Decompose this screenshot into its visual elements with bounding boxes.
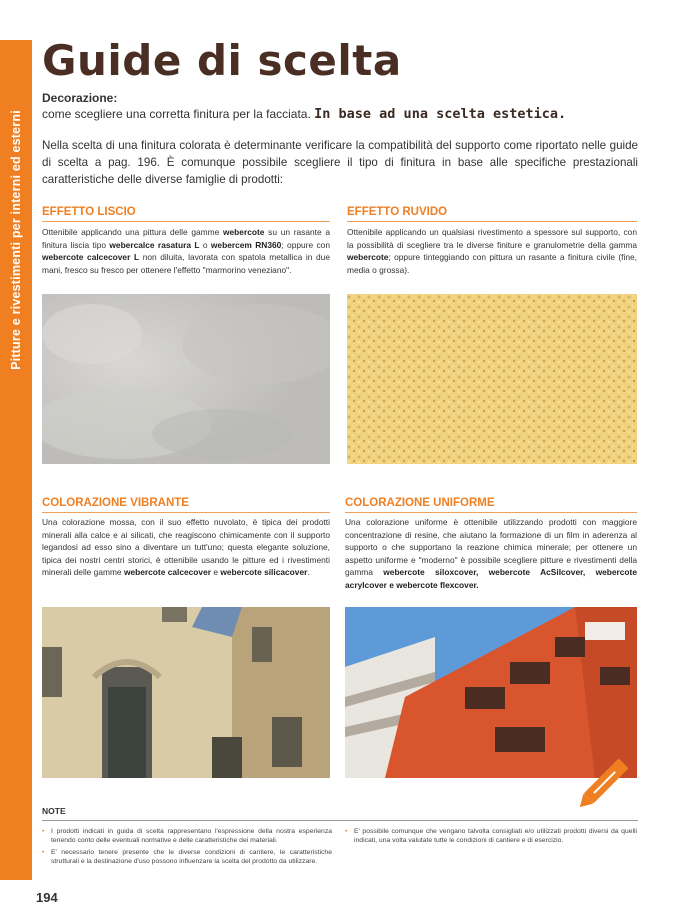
note-item: • E' possibile comunque che vengano talvolta consigliati e/o utilizzati prodotti diversi da quelli indicati, una volta valutate tutte le condizioni di cantiere e di esercizio. <box>345 827 637 846</box>
section-text-run: Ottenibile applicando una pittura delle gamme <box>42 227 223 237</box>
section-title-colorazione-uniforme: COLORAZIONE UNIFORME <box>345 497 637 513</box>
product-name: webercote calcecover <box>123 567 211 578</box>
section-text-run: ; oppure tinteggiando con pittura un rasante a finitura civile (fine, media o grossa). <box>347 252 637 275</box>
section-text-effetto-liscio <box>42 226 330 276</box>
historic-building-image <box>42 607 330 778</box>
section-text-run: ; oppure con <box>281 239 330 250</box>
section-text-run: non diluita, lavorata con spatola metallica in due mani, fresco su fresco per ottenere l'effetto "marmorino veneziano". <box>42 252 330 275</box>
decorazione-text: come scegliere una corretta finitura per la facciata. <box>42 107 311 121</box>
pencil-icon <box>575 750 637 812</box>
page-title: Guide di scelta <box>42 36 402 85</box>
section-text-colorazione-vibrante <box>42 516 330 579</box>
product-name: webercalce rasatura L <box>109 239 200 250</box>
notes-divider <box>42 820 638 821</box>
section-text-run: e <box>211 567 221 578</box>
product-name: webercote siloxcover, webercote AcSilcover, webercote acrylcover e webercote flexcover. <box>345 567 637 590</box>
product-name: webercote silicacover <box>220 567 308 578</box>
note-item: • I prodotti indicati in guida di scelta rappresentano l'espressione della nostra esperienza tenendo conto delle eventuali normative e delle caratteristiche dei materiali. <box>42 827 332 846</box>
notes-title: NOTE <box>42 806 66 816</box>
section-text-colorazione-uniforme <box>345 516 637 592</box>
section-text-run: o <box>199 239 211 250</box>
note-item: • E' necessario tenere presente che le diverse condizioni di cantiere, le caratteristiche strutturali e la destinazione d'uso possono influenzare la scelta del prodotto da utilizzare. <box>42 848 332 867</box>
decorazione-highlight: In base ad una scelta estetica. <box>314 106 567 122</box>
section-text-run: Ottenibile applicando un qualsiasi rivestimento a spessore sul supporto, con la possibilità di scegliere tra le diverse finiture e granulometrie della gamma <box>347 227 637 250</box>
section-text-run: Una colorazione uniforme è ottenibile utilizzando prodotti con maggiore concentrazione di resine, che aiutano la formazione di un film in aderenza al supporto o che supportano la reazione chimica minerale; per ottenere un aspetto uniforme e "moderno" è possibile scegliere pitture e rivestimenti della gamma <box>345 517 637 578</box>
intro-paragraph: Nella scelta di una finitura colorata è determinante verificare la compatibilità del supporto come riportato nelle guide di scelta a pag. 196. È comunque possibile scegliere il tipo di finitura in base alle specifiche prestazionali caratteristiche delle diverse famiglie di prodotti: <box>42 139 638 186</box>
product-name: webercote <box>223 227 265 237</box>
section-text-run: Una colorazione mossa, con il suo effetto nuvolato, è tipica dei prodotti minerali alla calce e ai silicati, che reagiscono chimicamente con il supporto legandosi ad esso sino a diventare un tutt'uno; questa elegante soluzione, tipica dei nostri centri storici, è ottenibile usando le pitture ed i rivestimenti minerali delle gamme <box>42 517 330 578</box>
sidebar-tab <box>0 40 32 880</box>
decorazione-subtitle <box>42 106 566 122</box>
notes-right-list <box>345 827 637 848</box>
product-name: webercote calcecover L <box>42 252 140 263</box>
product-name: webercote <box>347 252 389 263</box>
page-number: 194 <box>36 890 58 905</box>
rough-finish-image <box>347 294 637 464</box>
section-text-effetto-ruvido <box>347 226 637 276</box>
product-name: webercem RN360 <box>210 239 282 250</box>
section-text-run: . <box>307 567 310 578</box>
decorazione-label: Decorazione: <box>42 91 118 105</box>
section-title-effetto-ruvido: EFFETTO RUVIDO <box>347 206 637 222</box>
smooth-finish-image <box>42 294 330 464</box>
section-title-colorazione-vibrante: COLORAZIONE VIBRANTE <box>42 497 330 513</box>
section-title-effetto-liscio: EFFETTO LISCIO <box>42 206 330 222</box>
section-text-run: su un rasante a finitura liscia tipo <box>42 227 331 250</box>
notes-left-list <box>42 827 332 868</box>
sidebar-label: Pitture e rivestimenti per interni ed esterni <box>9 110 23 370</box>
